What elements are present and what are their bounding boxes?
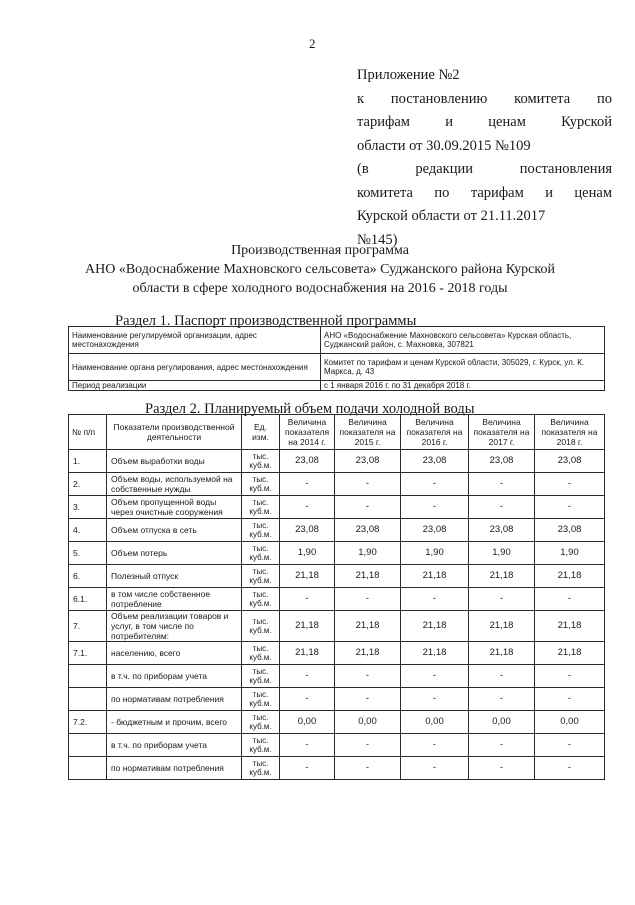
row-indicator: по нормативам потребления [107,757,242,780]
row-value: 21,18 [535,611,605,642]
row-value: 23,08 [469,450,535,473]
section2-title: Раздел 2. Планируемый объем подачи холодной воды [145,401,475,417]
row-indicator: Объем выработки воды [107,450,242,473]
row-value: 23,08 [280,519,335,542]
row-value: - [535,665,605,688]
row-value: - [469,665,535,688]
row-value: - [280,665,335,688]
row-value: - [469,688,535,711]
row-value: 21,18 [401,642,469,665]
row-indicator: Объем реализации товаров и услуг, в том числе по потребителям: [107,611,242,642]
row-value: 23,08 [335,450,401,473]
row-value: 1,90 [469,542,535,565]
table-row [69,711,605,734]
table-row [69,611,605,642]
row-value: 1,90 [280,542,335,565]
row-value: - [469,473,535,496]
row-unit: тыс. куб.м. [242,542,280,565]
row-value: 0,00 [280,711,335,734]
row-value: 21,18 [280,611,335,642]
passport-value: с 1 января 2016 г. по 31 декабря 2018 г. [321,381,605,391]
appendix-header [357,64,612,252]
row-value: 21,18 [469,565,535,588]
col-header-year: Величина показателя на 2014 г. [280,415,335,450]
row-indicator: в т.ч. по приборам учета [107,734,242,757]
row-value: 21,18 [535,642,605,665]
row-value: - [335,734,401,757]
row-indicator: Объем отпуска в сеть [107,519,242,542]
row-value: - [335,688,401,711]
row-value: - [401,734,469,757]
table-row [69,542,605,565]
row-value: - [280,757,335,780]
table-row [69,473,605,496]
appendix-line: комитета по тарифам и ценам [357,184,612,201]
col-header-unit: Ед. изм. [242,415,280,450]
row-value: 0,00 [335,711,401,734]
row-value: - [401,757,469,780]
table-header-row [69,415,605,450]
row-value: - [335,473,401,496]
row-value: - [469,757,535,780]
table-row [69,565,605,588]
table-row [69,327,605,354]
volume-table-body [69,450,605,780]
row-value: - [335,588,401,611]
row-unit: тыс. куб.м. [242,588,280,611]
row-number: 5. [69,542,107,565]
appendix-line: к постановлению комитета по [357,90,612,107]
row-value: 23,08 [535,450,605,473]
appendix-line: Курской области от 21.11.2017 [357,208,546,224]
row-value: 21,18 [535,565,605,588]
passport-value: Комитет по тарифам и ценам Курской области, 305029, г. Курск, ул. К. Маркса, д. 43 [321,354,605,381]
col-header-year: Величина показателя на 2017 г. [469,415,535,450]
row-number [69,688,107,711]
col-header-year: Величина показателя на 2018 г. [535,415,605,450]
program-title-line: Производственная программа [231,243,409,258]
row-number: 4. [69,519,107,542]
row-unit: тыс. куб.м. [242,565,280,588]
row-value: - [401,496,469,519]
row-value: - [535,734,605,757]
row-unit: тыс. куб.м. [242,665,280,688]
row-value: - [401,665,469,688]
appendix-line: области от 30.09.2015 №109 [357,137,531,154]
row-value: - [280,734,335,757]
row-indicator: населению, всего [107,642,242,665]
passport-label: Период реализации [69,381,321,391]
table-row [69,588,605,611]
table-row [69,642,605,665]
row-indicator: в том числе собственное потребление [107,588,242,611]
row-value: 23,08 [401,519,469,542]
table-row [69,496,605,519]
row-value: - [280,496,335,519]
row-number: 2. [69,473,107,496]
row-number: 1. [69,450,107,473]
row-number: 7. [69,611,107,642]
row-indicator: Объем пропущенной воды через очистные сооружения [107,496,242,519]
table-row [69,665,605,688]
row-value: 23,08 [469,519,535,542]
row-indicator: - бюджетным и прочим, всего [107,711,242,734]
row-number: 7.2. [69,711,107,734]
table-row [69,757,605,780]
row-value: 23,08 [280,450,335,473]
col-header-year: Величина показателя на 2015 г. [335,415,401,450]
row-indicator: Объем потерь [107,542,242,565]
row-value: - [280,688,335,711]
row-value: 23,08 [335,519,401,542]
col-header-indicator: Показатели производственной деятельности [107,415,242,450]
table-row [69,734,605,757]
row-unit: тыс. куб.м. [242,642,280,665]
row-value: - [535,588,605,611]
row-unit: тыс. куб.м. [242,711,280,734]
row-number [69,734,107,757]
row-indicator: Полезный отпуск [107,565,242,588]
table-row [69,354,605,381]
program-title-line: АНО «Водоснабжение Махновского сельсовета» Суджанского района Курской [85,262,555,277]
row-unit: тыс. куб.м. [242,473,280,496]
row-indicator: в т.ч. по приборам учета [107,665,242,688]
row-value: 23,08 [401,450,469,473]
row-unit: тыс. куб.м. [242,688,280,711]
row-value: 23,08 [535,519,605,542]
row-number [69,665,107,688]
passport-label: Наименование регулируемой организации, адрес местонахождения [69,327,321,354]
row-unit: тыс. куб.м. [242,519,280,542]
appendix-line: №145) [357,231,398,248]
passport-label: Наименование органа регулирования, адрес местонахождения [69,354,321,381]
row-unit: тыс. куб.м. [242,496,280,519]
row-value: 21,18 [280,565,335,588]
row-value: - [535,757,605,780]
appendix-line: (в редакции постановления [357,161,612,177]
row-value: 0,00 [535,711,605,734]
program-title [60,241,580,298]
row-value: 21,18 [335,611,401,642]
col-header-year: Величина показателя на 2016 г. [401,415,469,450]
row-value: 21,18 [401,565,469,588]
row-value: - [535,688,605,711]
table-row [69,688,605,711]
row-value: - [401,688,469,711]
passport-table [68,326,605,391]
row-value: 21,18 [469,611,535,642]
row-indicator: по нормативам потребления [107,688,242,711]
row-value: - [535,496,605,519]
row-value: 21,18 [335,642,401,665]
page-number: 2 [309,36,316,51]
row-number: 7.1. [69,642,107,665]
program-title-line: области в сфере холодного водоснабжения на 2016 - 2018 годы [132,281,508,296]
table-row [69,450,605,473]
table-row [69,381,605,391]
row-value: 21,18 [335,565,401,588]
row-value: - [280,588,335,611]
row-unit: тыс. куб.м. [242,734,280,757]
row-value: 0,00 [401,711,469,734]
row-number: 6. [69,565,107,588]
table-row [69,519,605,542]
row-value: 0,00 [469,711,535,734]
row-value: - [280,473,335,496]
row-value: 1,90 [401,542,469,565]
row-value: - [335,496,401,519]
row-value: - [469,496,535,519]
row-value: 1,90 [335,542,401,565]
section1-title: Раздел 1. Паспорт производственной программы [115,313,417,329]
row-value: - [535,473,605,496]
row-value: 21,18 [469,642,535,665]
row-value: - [335,665,401,688]
row-indicator: Объем воды, используемой на собственные нужды [107,473,242,496]
row-value: - [335,757,401,780]
row-value: - [401,473,469,496]
row-unit: тыс. куб.м. [242,611,280,642]
row-unit: тыс. куб.м. [242,757,280,780]
row-value: 1,90 [535,542,605,565]
row-value: - [469,734,535,757]
appendix-line: тарифам и ценам Курской [357,114,612,130]
row-number [69,757,107,780]
row-unit: тыс. куб.м. [242,450,280,473]
col-header-num: № п/п [69,415,107,450]
passport-value: АНО «Водоснабжение Махновского сельсовета» Курская область, Суджанский район, с. Махновка, 307821 [321,327,605,354]
appendix-line: Приложение №2 [357,67,460,83]
row-number: 3. [69,496,107,519]
row-value: - [401,588,469,611]
row-value: 21,18 [401,611,469,642]
row-number: 6.1. [69,588,107,611]
row-value: - [469,588,535,611]
row-value: 21,18 [280,642,335,665]
volume-table [68,414,605,780]
